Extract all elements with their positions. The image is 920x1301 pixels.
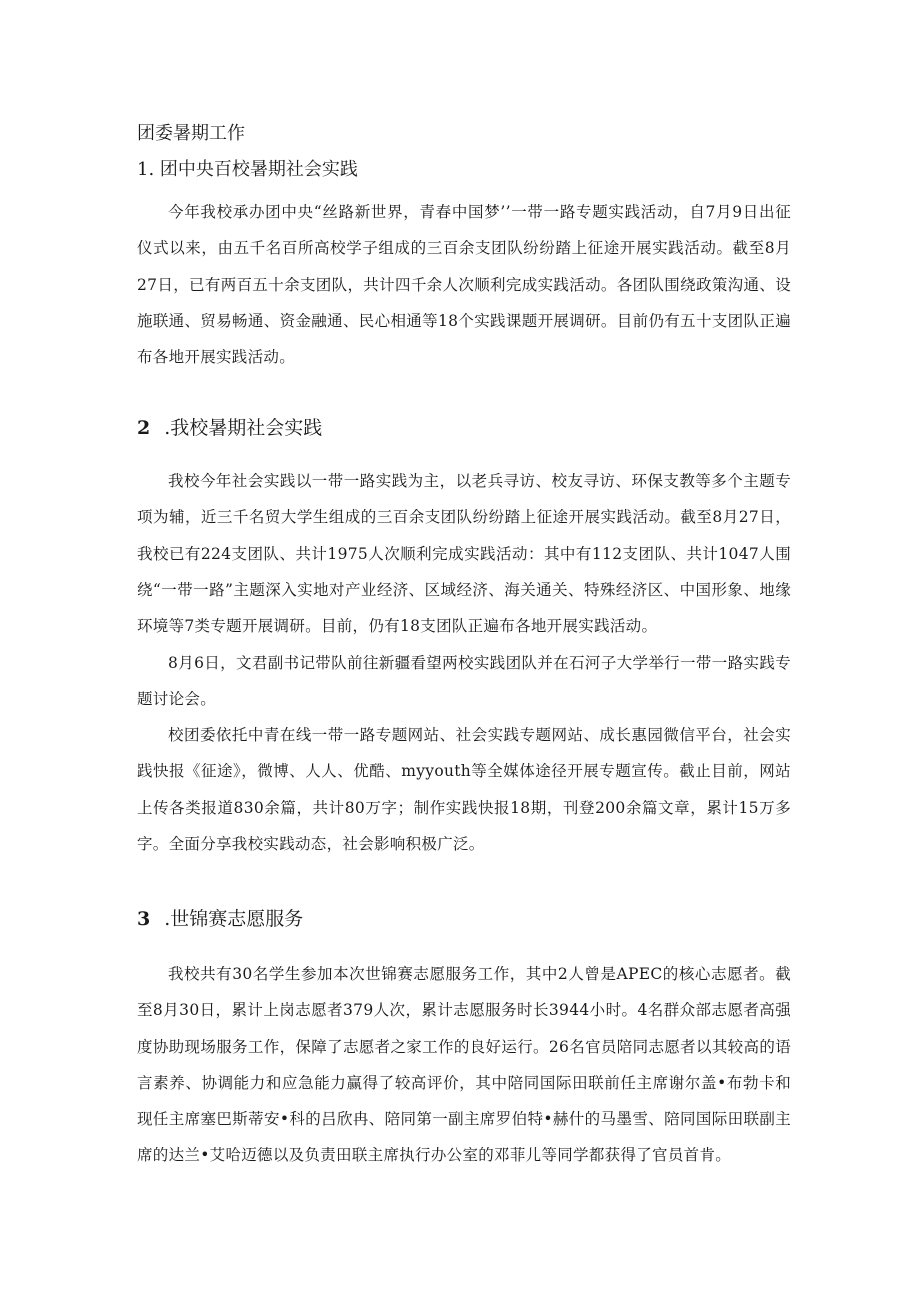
section-3-title: .世锦赛志愿服务 [164,908,304,930]
section-2-title: .我校暑期社会实践 [164,417,323,439]
section-2-paragraph-1: 我校今年社会实践以一带一路实践为主，以老兵寻访、校友寻访、环保支教等多个主题专项为辅，近三千名贸大学生组成的三百余支团队纷纷踏上征途开展实践活动。截至8月27日，我校已有224支团队、共计1975人次顺利完成实践活动：其中有112支团队、共计1047人围绕“一带一路”主题深入实地对产业经济、区域经济、海关通关、特殊经济区、中国形象、地缘环境等7类专题开展调研。目前，仍有18支团队正遍布各地开展实践活动。 [137,472,791,636]
section-2-paragraph-2: 8月6日，文君副书记带队前往新疆看望两校实践团队并在石河子大学举行一带一路实践专题讨论会。 [137,654,791,709]
section-1-heading: 1. 团中央百校暑期社会实践 [137,159,358,180]
section-2-paragraph-3: 校团委依托中青在线一带一路专题网站、社会实践专题网站、成长惠园微信平台，社会实践快报《征途》，微博、人人、优酷、myyouth等全媒体途径开展专题宣传。截止目前，网站上传各类报道830余篇，共计80万字；制作实践快报18期，刊登200余篇文章，累计15万多字。全面分享我校实践动态，社会影响积极广泛。 [137,726,791,853]
section-2-heading [137,414,322,442]
section-2-number: 2 [137,417,151,439]
section-3-heading [137,905,303,933]
section-3-number: 3 [137,908,151,930]
document-title: 团委暑期工作 [137,123,245,144]
section-3-paragraph-1: 我校共有30名学生参加本次世锦赛志愿服务工作，其中2人曾是APEC的核心志愿者。截至8月30日，累计上岗志愿者379人次，累计志愿服务时长3944小时。4名群众部志愿者高强度协助现场服务工作，保障了志愿者之家工作的良好运行。26名官员陪同志愿者以其较高的语言素养、协调能力和应急能力赢得了较高评价，其中陪同国际田联前任主席谢尔盖•布勃卡和现任主席塞巴斯蒂安•科的吕欣冉、陪同第一副主席罗伯特•赫什的马墨雪、陪同国际田联副主席的达兰•艾哈迈德以及负责田联主席执行办公室的邓菲儿等同学都获得了官员首肯。 [137,965,791,1165]
section-1-paragraph-1: 今年我校承办团中央“丝路新世界，青春中国梦’’一带一路专题实践活动，自7月9日出征仪式以来，由五千名百所高校学子组成的三百余支团队纷纷踏上征途开展实践活动。截至8月27日，已有两百五十余支团队，共计四千余人次顺利完成实践活动。各团队围绕政策沟通、设施联通、贸易畅通、资金融通、民心相通等18个实践课题开展调研。目前仍有五十支团队正遍布各地开展实践活动。 [137,203,791,367]
